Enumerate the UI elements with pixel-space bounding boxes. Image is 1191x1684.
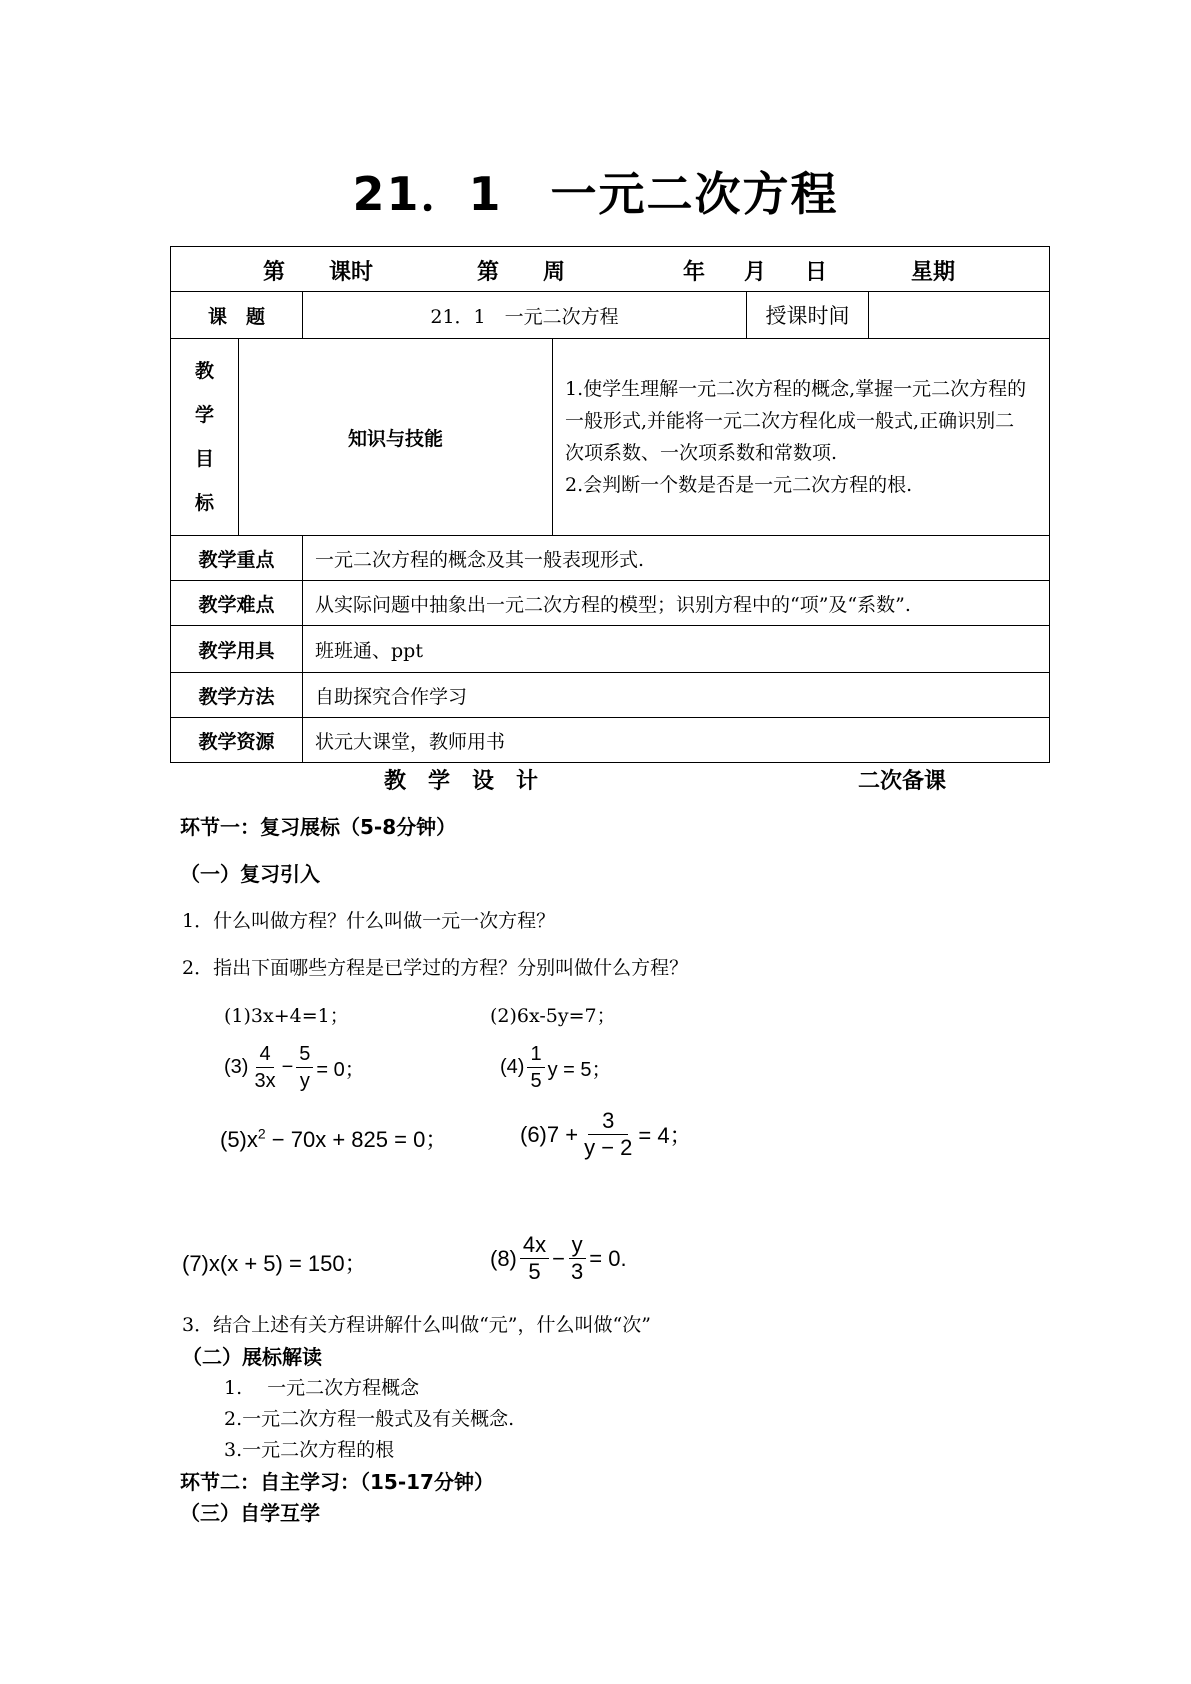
- fraction: [251, 1041, 278, 1094]
- section2-sub: （三）自学互学: [180, 1501, 320, 1525]
- objectives-text: [553, 339, 1050, 536]
- denominator: 5: [528, 1259, 541, 1284]
- equation-8: [490, 1232, 627, 1285]
- objective-line: 2.会判断一个数是否是一元二次方程的根.: [565, 474, 913, 496]
- exponent: 2: [257, 1125, 266, 1142]
- list-item: 1. 一元二次方程概念: [224, 1377, 420, 1399]
- equation-4: [500, 1041, 612, 1094]
- objectives-row: [171, 339, 1050, 536]
- row-label: 教学资源: [171, 718, 303, 763]
- topic-row: [171, 292, 1050, 339]
- equation-6: [520, 1108, 692, 1161]
- section2-heading: 环节二：自主学习：（15-17分钟）: [180, 1470, 494, 1494]
- eq-prefix: (4): [500, 1056, 525, 1078]
- row-value: 状元大课堂，教师用书: [303, 718, 1050, 763]
- row-label: 教学重点: [171, 536, 303, 581]
- eq-suffix: − 70x + 825 = 0；: [265, 1127, 448, 1152]
- denominator: y − 2: [584, 1135, 633, 1160]
- numerator: 5: [296, 1041, 313, 1068]
- fraction: [581, 1108, 635, 1161]
- month-field: 月: [744, 260, 767, 285]
- eq-suffix: = 0；: [316, 1059, 365, 1081]
- denominator: 3: [571, 1259, 584, 1284]
- objective-line: 1.使学生理解一元二次方程的概念,掌握一元二次方程的: [565, 378, 1027, 400]
- minus-sign: −: [281, 1056, 294, 1078]
- denominator: 5: [530, 1070, 542, 1092]
- equation-3: [224, 1041, 365, 1094]
- period-field: 第 课时: [263, 260, 374, 285]
- question-3: 3．结合上述有关方程讲解什么叫做“元”，什么叫做“次”: [182, 1314, 651, 1336]
- denominator: y: [299, 1070, 310, 1092]
- fraction: [296, 1041, 313, 1094]
- row-value: 班班通、ppt: [303, 626, 1050, 673]
- eq-prefix: (5)x: [220, 1127, 258, 1152]
- objectives-label-char: 教: [194, 360, 214, 382]
- eq-suffix: = 0.: [589, 1245, 627, 1271]
- question-1: 1．什么叫做方程？什么叫做一元一次方程？: [182, 910, 556, 932]
- page-title: 21．1 一元二次方程: [352, 167, 839, 221]
- objectives-label-char: 学: [194, 404, 214, 426]
- objectives-label: [171, 339, 239, 536]
- row-label: 教学用具: [171, 626, 303, 673]
- topic-label: 课 题: [171, 292, 303, 339]
- question-2: 2．指出下面哪些方程是已学过的方程？分别叫做什么方程？: [182, 957, 689, 979]
- numerator: 1: [527, 1041, 544, 1068]
- tools-row: [171, 626, 1050, 673]
- teaching-time-value: [869, 292, 1050, 339]
- design-heading: 教 学 设 计: [384, 769, 539, 794]
- resources-row: [171, 718, 1050, 763]
- teaching-time-label: 授课时间: [747, 292, 869, 339]
- numerator: y: [569, 1232, 586, 1259]
- year-field: 年: [683, 260, 706, 285]
- fraction: [520, 1232, 549, 1285]
- numerator: 3: [588, 1108, 628, 1135]
- objectives-label-char: 目: [194, 448, 214, 470]
- numerator: 4: [256, 1041, 273, 1068]
- objective-line: 一般形式,并能将一元二次方程化成一般式,正确识别二: [565, 410, 1015, 432]
- numerator: 4x: [520, 1232, 549, 1259]
- day-field: 日: [805, 260, 828, 285]
- equation-1: (1)3x+4=1；: [224, 1005, 349, 1027]
- row-value: 从实际问题中抽象出一元二次方程的模型；识别方程中的“项”及“系数”.: [303, 581, 1050, 626]
- row-value: 一元二次方程的概念及其一般表现形式.: [303, 536, 1050, 581]
- equation-7: (7)x(x + 5) = 150；: [182, 1251, 367, 1276]
- fraction: [527, 1041, 544, 1094]
- row-label: 教学难点: [171, 581, 303, 626]
- section1-sub1: （一）复习引入: [180, 862, 320, 886]
- week-field: 第 周: [477, 260, 566, 285]
- methods-row: [171, 673, 1050, 718]
- header-row: [171, 247, 1050, 292]
- objective-line: 次项系数、一次项系数和常数项.: [565, 442, 838, 464]
- eq-prefix: (8): [490, 1245, 517, 1271]
- eq-suffix: = 4；: [638, 1123, 692, 1148]
- second-prep-heading: 二次备课: [858, 769, 947, 794]
- denominator: 3x: [254, 1070, 276, 1092]
- key-points-row: [171, 536, 1050, 581]
- objectives-category: 知识与技能: [239, 339, 553, 536]
- row-label: 教学方法: [171, 673, 303, 718]
- topic-value: 21．1 一元二次方程: [303, 292, 747, 339]
- objectives-label-char: 标: [194, 492, 214, 514]
- equation-5: [220, 1123, 447, 1154]
- section1-sub2: （二）展标解读: [182, 1345, 322, 1369]
- section1-heading: 环节一：复习展标（5-8分钟）: [180, 815, 457, 839]
- lesson-plan-table: [170, 246, 1050, 763]
- list-item: 2.一元二次方程一般式及有关概念.: [224, 1408, 515, 1430]
- eq-prefix: (3): [224, 1056, 249, 1078]
- eq-prefix: (6)7 +: [520, 1121, 579, 1147]
- equation-2: (2)6x-5y=7；: [490, 1005, 616, 1027]
- fraction: [568, 1232, 586, 1285]
- weekday-field: 星期: [911, 260, 956, 285]
- row-value: 自助探究合作学习: [303, 673, 1050, 718]
- list-item: 3.一元二次方程的根: [224, 1439, 395, 1461]
- difficulties-row: [171, 581, 1050, 626]
- minus-sign: −: [552, 1245, 565, 1271]
- eq-suffix: y = 5；: [547, 1059, 612, 1081]
